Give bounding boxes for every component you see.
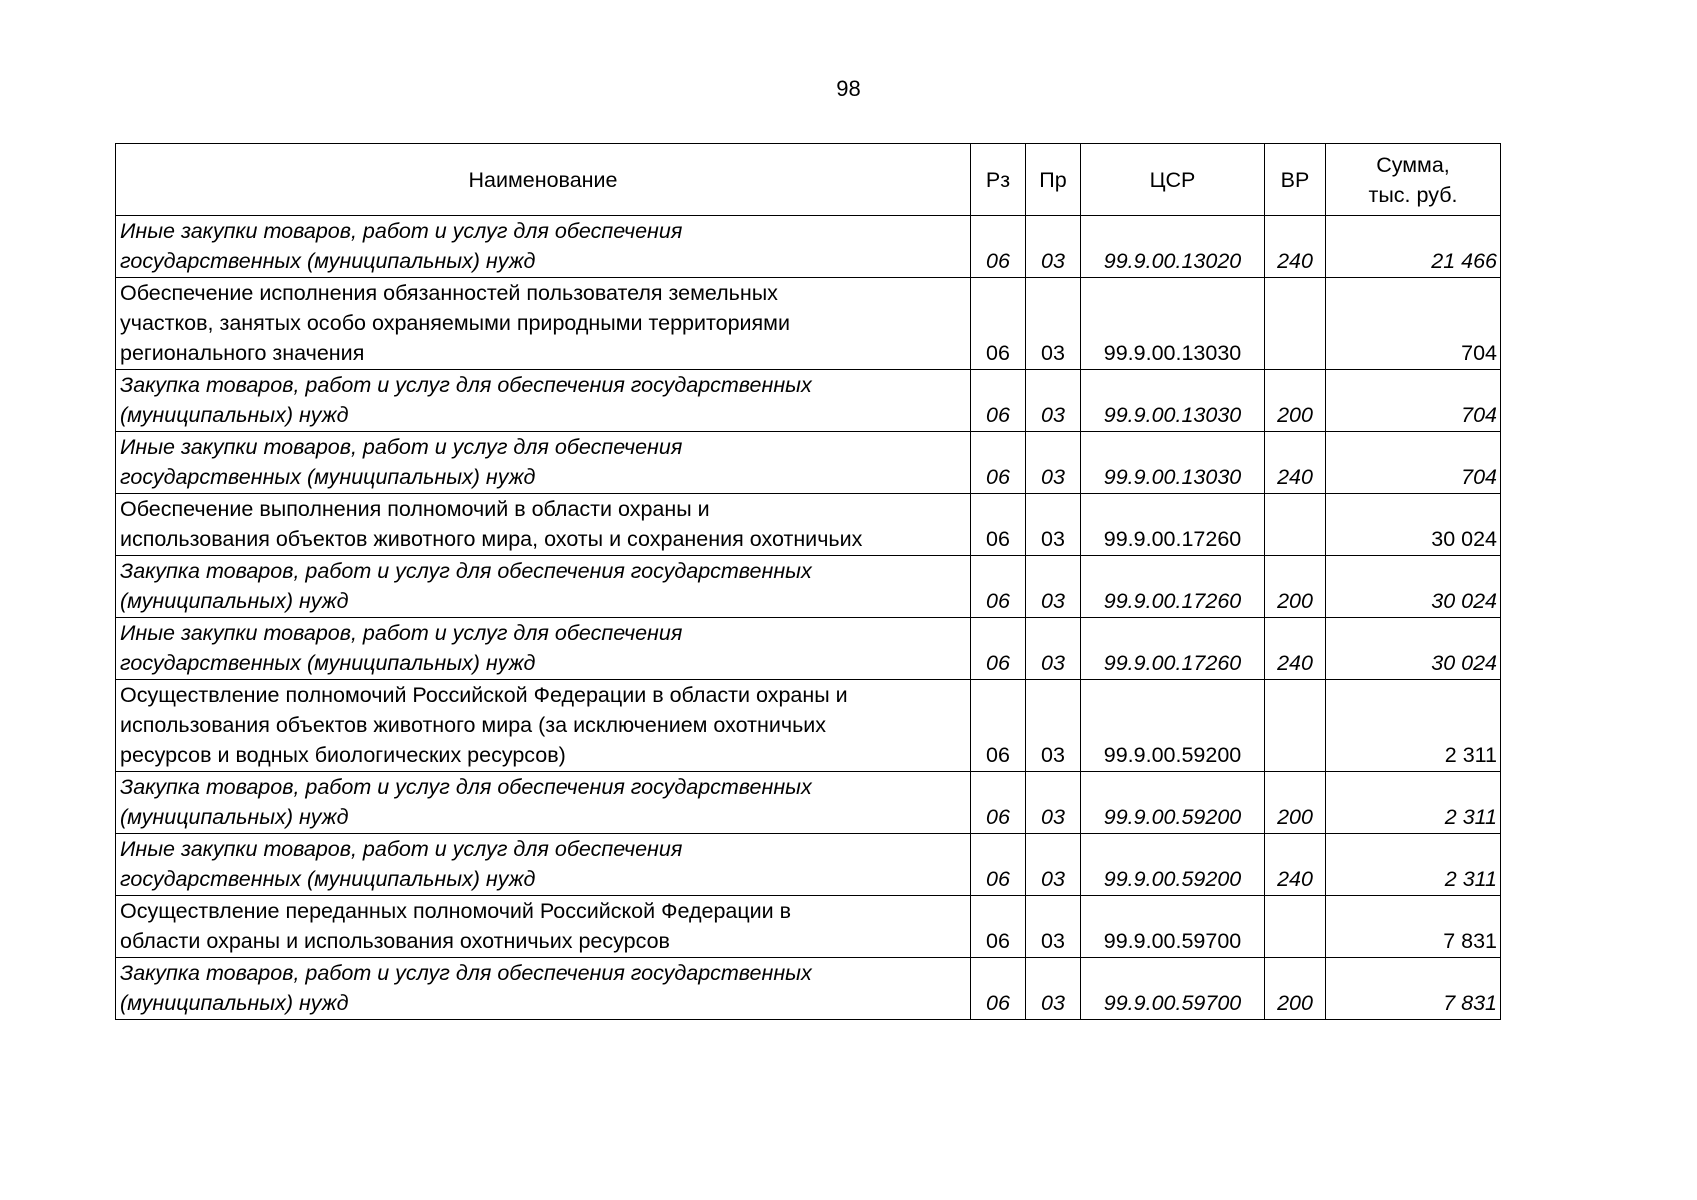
cell-rz: 06 [971, 680, 1026, 772]
cell-pr: 03 [1026, 556, 1081, 618]
cell-pr: 03 [1026, 618, 1081, 680]
table-row [116, 370, 1501, 432]
table-body [116, 216, 1501, 1020]
cell-name: Закупка товаров, работ и услуг для обеспечения государственных (муниципальных) нужд [116, 772, 971, 834]
cell-rz: 06 [971, 772, 1026, 834]
table-row [116, 556, 1501, 618]
cell-vr: 240 [1265, 618, 1326, 680]
cell-rz: 06 [971, 834, 1026, 896]
cell-sum: 2 311 [1326, 834, 1501, 896]
cell-sum: 30 024 [1326, 556, 1501, 618]
cell-sum: 21 466 [1326, 216, 1501, 278]
cell-name: Закупка товаров, работ и услуг для обеспечения государственных (муниципальных) нужд [116, 958, 971, 1020]
cell-name: Закупка товаров, работ и услуг для обеспечения государственных (муниципальных) нужд [116, 556, 971, 618]
cell-rz: 06 [971, 432, 1026, 494]
header-row [116, 144, 1501, 216]
cell-csr: 99.9.00.13020 [1081, 216, 1265, 278]
cell-vr: 200 [1265, 556, 1326, 618]
cell-csr: 99.9.00.17260 [1081, 494, 1265, 556]
table-row [116, 432, 1501, 494]
cell-pr: 03 [1026, 958, 1081, 1020]
table-row [116, 958, 1501, 1020]
cell-vr: 240 [1265, 216, 1326, 278]
header-rz: Рз [971, 144, 1026, 216]
cell-name: Обеспечение исполнения обязанностей пользователя земельных участков, занятых особо охраняемыми природными территориями регионального значения [116, 278, 971, 370]
cell-pr: 03 [1026, 772, 1081, 834]
cell-vr: 200 [1265, 772, 1326, 834]
cell-pr: 03 [1026, 370, 1081, 432]
cell-name: Обеспечение выполнения полномочий в области охраны и использования объектов животного мира, охоты и сохранения охотничьих [116, 494, 971, 556]
cell-rz: 06 [971, 556, 1026, 618]
cell-vr: 200 [1265, 958, 1326, 1020]
cell-vr [1265, 494, 1326, 556]
page-number: 98 [836, 76, 861, 101]
table-header [116, 144, 1501, 216]
cell-pr: 03 [1026, 834, 1081, 896]
cell-csr: 99.9.00.13030 [1081, 278, 1265, 370]
cell-name: Иные закупки товаров, работ и услуг для обеспечения государственных (муниципальных) нужд [116, 618, 971, 680]
cell-name: Осуществление полномочий Российской Федерации в области охраны и использования объектов животного мира (за исключением охотничьих ресурсов и водных биологических ресурсов) [116, 680, 971, 772]
cell-csr: 99.9.00.59200 [1081, 772, 1265, 834]
cell-sum: 704 [1326, 370, 1501, 432]
header-sum: Сумма, тыс. руб. [1326, 144, 1501, 216]
cell-sum: 2 311 [1326, 772, 1501, 834]
cell-vr [1265, 896, 1326, 958]
cell-sum: 704 [1326, 432, 1501, 494]
cell-sum: 704 [1326, 278, 1501, 370]
cell-vr: 240 [1265, 834, 1326, 896]
cell-pr: 03 [1026, 432, 1081, 494]
cell-pr: 03 [1026, 216, 1081, 278]
cell-sum: 2 311 [1326, 680, 1501, 772]
cell-vr: 240 [1265, 432, 1326, 494]
cell-name: Иные закупки товаров, работ и услуг для обеспечения государственных (муниципальных) нужд [116, 834, 971, 896]
cell-name: Иные закупки товаров, работ и услуг для обеспечения государственных (муниципальных) нужд [116, 216, 971, 278]
table-row [116, 772, 1501, 834]
cell-rz: 06 [971, 278, 1026, 370]
cell-vr [1265, 680, 1326, 772]
cell-sum: 30 024 [1326, 618, 1501, 680]
table-row [116, 216, 1501, 278]
cell-pr: 03 [1026, 278, 1081, 370]
cell-rz: 06 [971, 494, 1026, 556]
table-row [116, 896, 1501, 958]
cell-vr [1265, 278, 1326, 370]
cell-sum: 7 831 [1326, 896, 1501, 958]
cell-csr: 99.9.00.17260 [1081, 618, 1265, 680]
cell-csr: 99.9.00.59700 [1081, 896, 1265, 958]
cell-rz: 06 [971, 896, 1026, 958]
table-row [116, 618, 1501, 680]
table-row [116, 494, 1501, 556]
cell-csr: 99.9.00.13030 [1081, 370, 1265, 432]
header-vr: ВР [1265, 144, 1326, 216]
cell-name: Иные закупки товаров, работ и услуг для обеспечения государственных (муниципальных) нужд [116, 432, 971, 494]
table-row [116, 834, 1501, 896]
cell-csr: 99.9.00.59700 [1081, 958, 1265, 1020]
cell-rz: 06 [971, 216, 1026, 278]
table-row [116, 278, 1501, 370]
cell-csr: 99.9.00.13030 [1081, 432, 1265, 494]
cell-csr: 99.9.00.59200 [1081, 680, 1265, 772]
cell-pr: 03 [1026, 494, 1081, 556]
cell-rz: 06 [971, 370, 1026, 432]
cell-csr: 99.9.00.17260 [1081, 556, 1265, 618]
cell-pr: 03 [1026, 680, 1081, 772]
header-pr: Пр [1026, 144, 1081, 216]
cell-name: Закупка товаров, работ и услуг для обеспечения государственных (муниципальных) нужд [116, 370, 971, 432]
header-name: Наименование [116, 144, 971, 216]
cell-pr: 03 [1026, 896, 1081, 958]
cell-rz: 06 [971, 618, 1026, 680]
header-csr: ЦСР [1081, 144, 1265, 216]
cell-vr: 200 [1265, 370, 1326, 432]
cell-csr: 99.9.00.59200 [1081, 834, 1265, 896]
cell-sum: 7 831 [1326, 958, 1501, 1020]
cell-sum: 30 024 [1326, 494, 1501, 556]
table-row [116, 680, 1501, 772]
cell-name: Осуществление переданных полномочий Российской Федерации в области охраны и использования охотничьих ресурсов [116, 896, 971, 958]
cell-rz: 06 [971, 958, 1026, 1020]
budget-table [115, 143, 1501, 1020]
